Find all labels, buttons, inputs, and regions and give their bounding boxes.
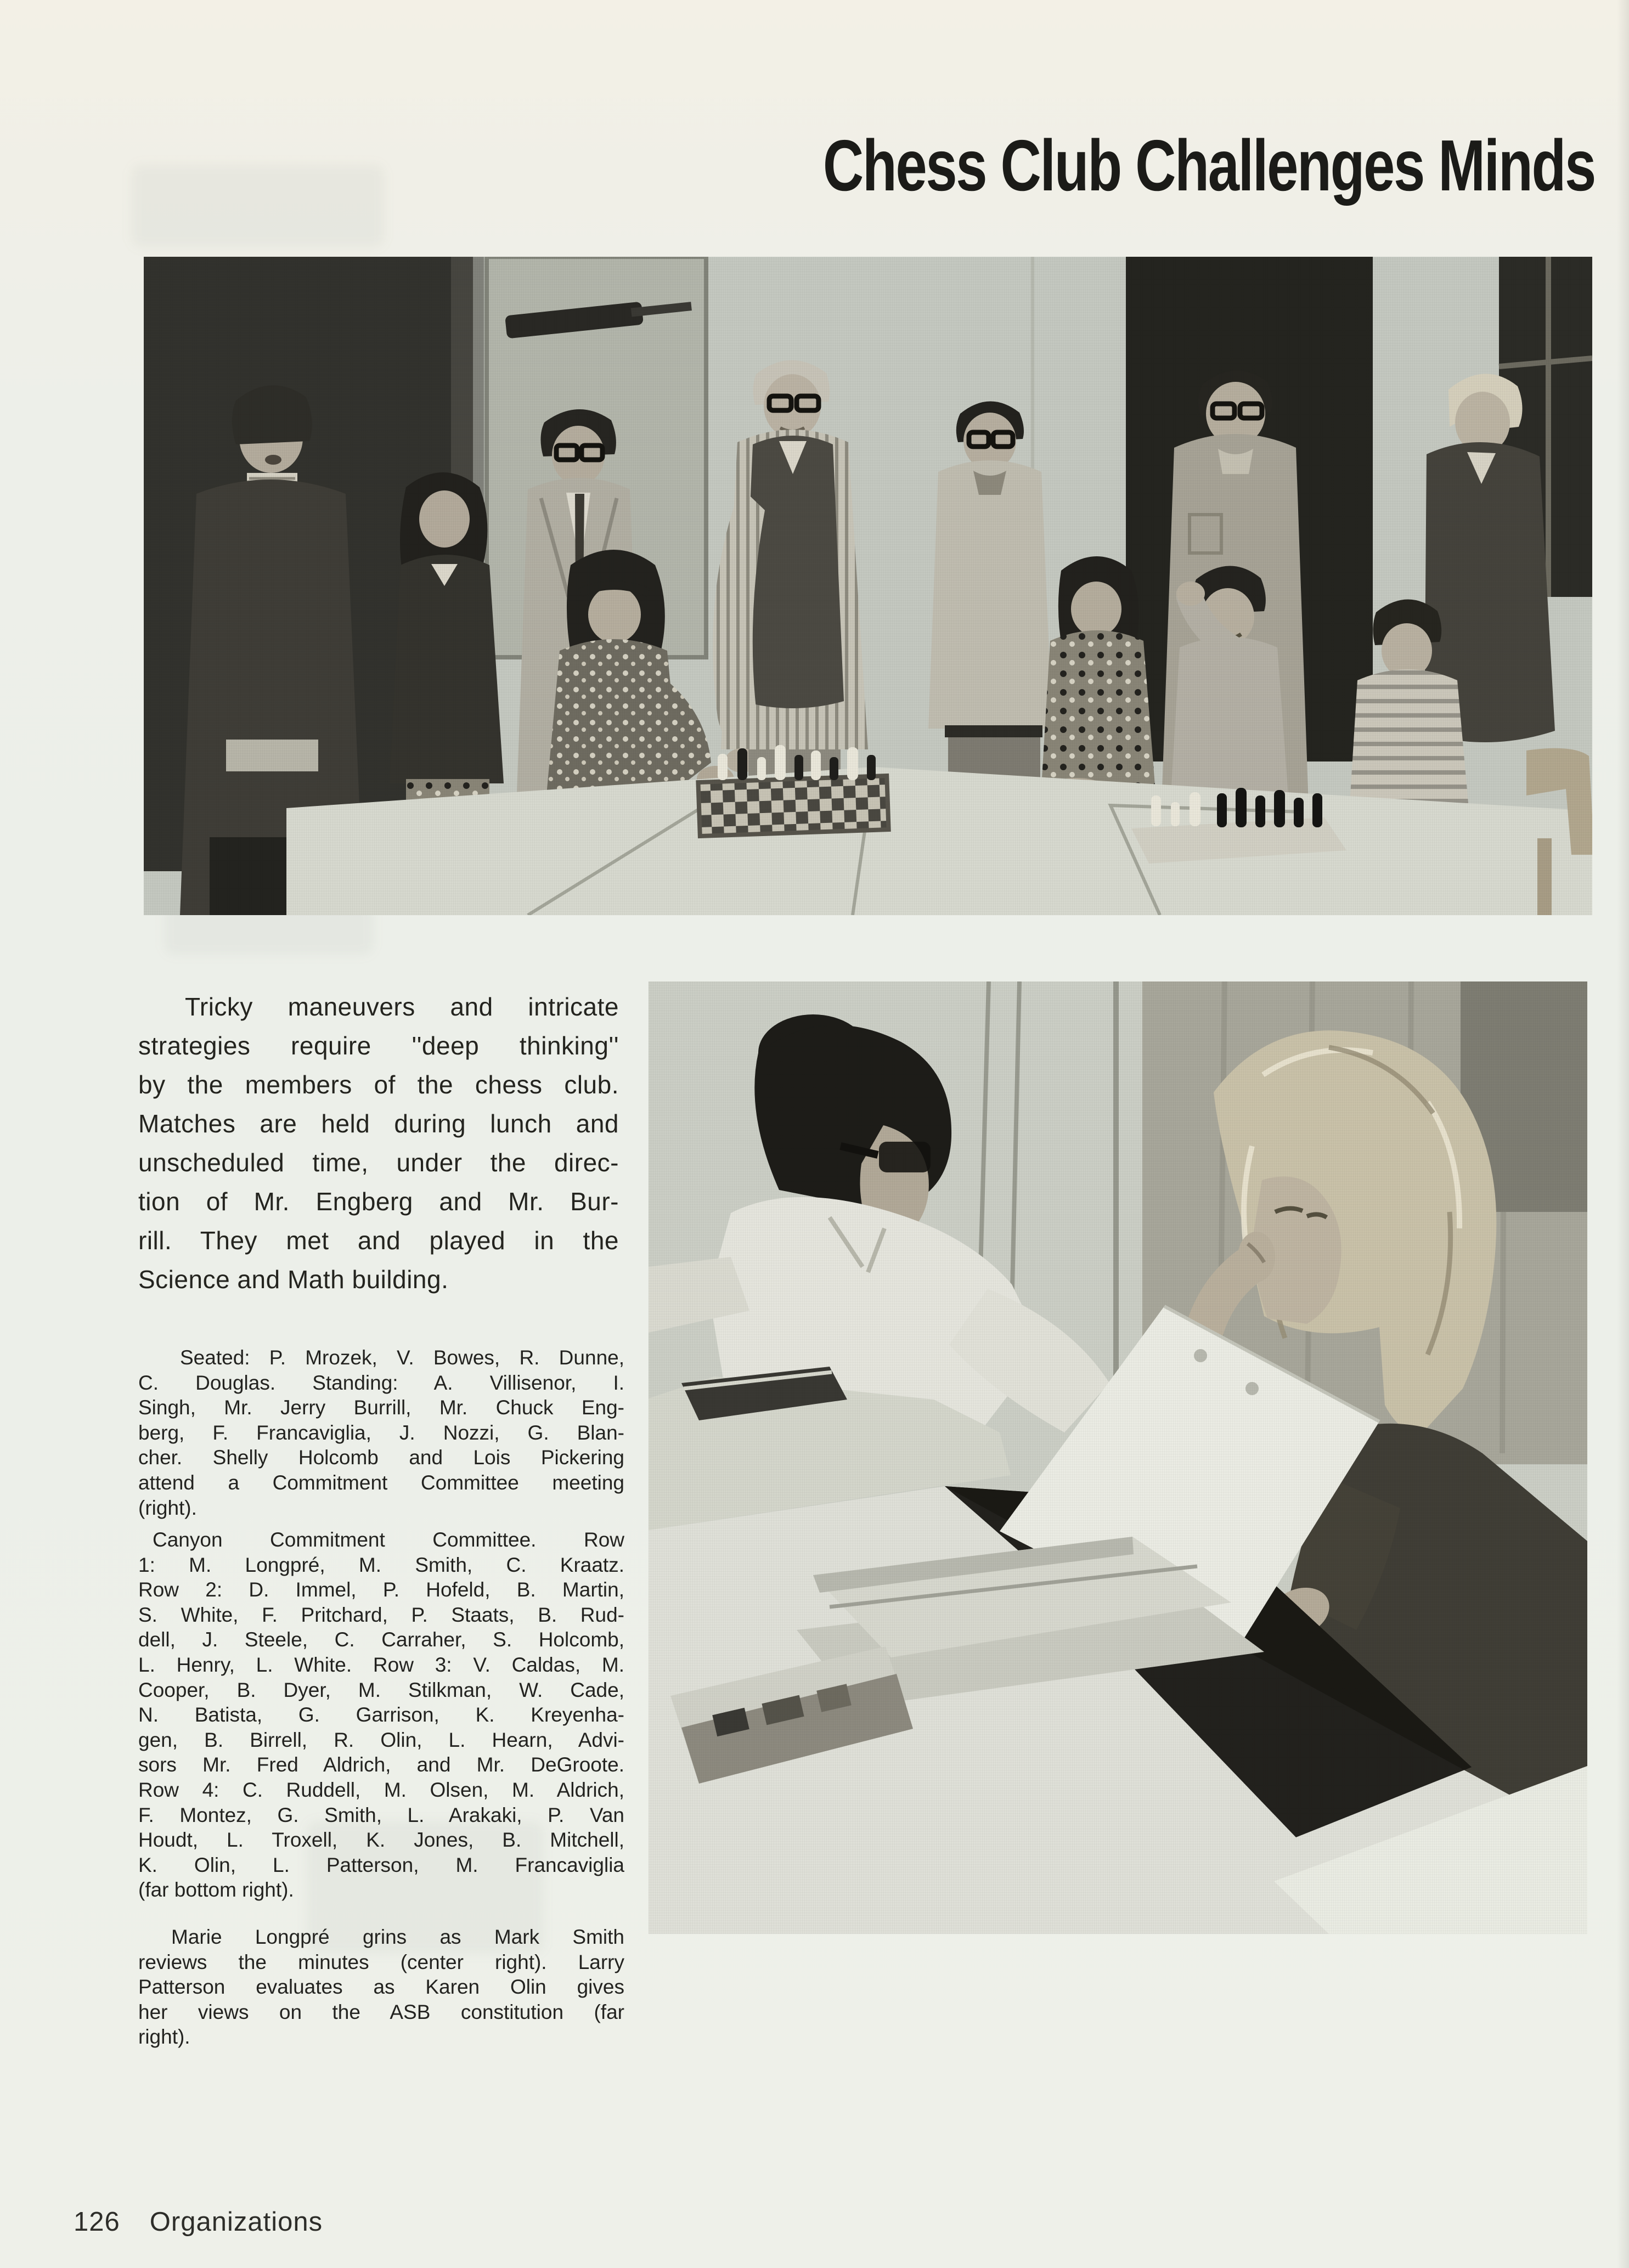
text-line: berg, F. Francaviglia, J. Nozzi, G. Blan- [138,1421,624,1444]
page-number: 126 [74,2207,120,2237]
text-line: right). [138,2026,190,2049]
text-line: N. Batista, G. Garrison, K. Kreyenha- [138,1703,624,1727]
caption-chess-club [138,1345,624,1520]
text-line: 1: M. Longpré, M. Smith, C. Kraatz. [138,1553,624,1576]
committee-meeting-photo-art [649,981,1587,1934]
text-line: L. Henry, L. White. Row 3: V. Caldas, M. [138,1653,624,1676]
chess-club-photo-art [144,257,1592,915]
text-line: F. Montez, G. Smith, L. Arakaki, P. Van [138,1803,624,1826]
text-line: reviews the minutes (center right). Larry [138,1950,624,1973]
text-line: cher. Shelly Holcomb and Lois Pickering [138,1446,624,1469]
text-line: her views on the ASB constitution (far [138,2000,624,2023]
committee-meeting-photo [649,981,1587,1934]
text-line: unscheduled time, under the direc- [138,1148,619,1177]
page-edge-shadow [1617,0,1629,2268]
text-line: (right). [138,1496,197,1519]
text-line: dell, J. Steele, C. Carraher, S. Holcomb, [138,1628,624,1651]
print-bleed-ghost [132,165,384,247]
article-paragraph [138,988,619,1299]
text-line: Tricky maneuvers and intricate [185,992,619,1021]
text-line: Science and Math building. [138,1265,449,1294]
text-line: Matches are held during lunch and [138,1109,619,1138]
text-line: Cooper, B. Dyer, M. Stilkman, W. Cade, [138,1678,624,1701]
text-line: S. White, F. Pritchard, P. Staats, B. Rud- [138,1603,624,1626]
chess-board [698,776,888,836]
page-title-text: Chess Club Challenges Minds [822,125,1595,206]
text-line: (far bottom right). [138,1878,294,1902]
text-line: rill. They met and played in the [138,1226,619,1255]
text-line: Seated: P. Mrozek, V. Bowes, R. Dunne, [180,1346,624,1369]
text-line: tion of Mr. Engberg and Mr. Bur- [138,1187,619,1216]
text-line: Row 2: D. Immel, P. Hofeld, B. Martin, [138,1578,624,1601]
caption-meeting [138,1925,624,2050]
text-line: Canyon Commitment Committee. Row [153,1528,624,1551]
text-line: Row 4: C. Ruddell, M. Olsen, M. Aldrich, [138,1778,624,1801]
text-line: Marie Longpré grins as Mark Smith [171,1926,624,1948]
text-line: Patterson evaluates as Karen Olin gives [138,1976,624,1999]
text-line: K. Olin, L. Patterson, M. Francaviglia [138,1853,624,1876]
chess-club-photo [144,257,1592,915]
caption-commitment-committee [138,1527,624,1903]
page-title [605,124,1595,207]
text-line: Houdt, L. Troxell, K. Jones, B. Mitchell, [138,1829,624,1852]
text-line: attend a Commitment Committee meeting [138,1471,624,1494]
text-line: sors Mr. Fred Aldrich, and Mr. DeGroote. [138,1753,624,1776]
text-line: C. Douglas. Standing: A. Villisenor, I. [138,1371,624,1394]
text-line: Singh, Mr. Jerry Burrill, Mr. Chuck Eng- [138,1396,624,1419]
text-line: gen, B. Birrell, R. Olin, L. Hearn, Advi- [138,1728,624,1751]
section-label: Organizations [149,2207,323,2237]
page-footer [74,2207,323,2237]
text-line: by the members of the chess club. [138,1070,619,1099]
text-line: strategies require ''deep thinking'' [138,1031,619,1060]
